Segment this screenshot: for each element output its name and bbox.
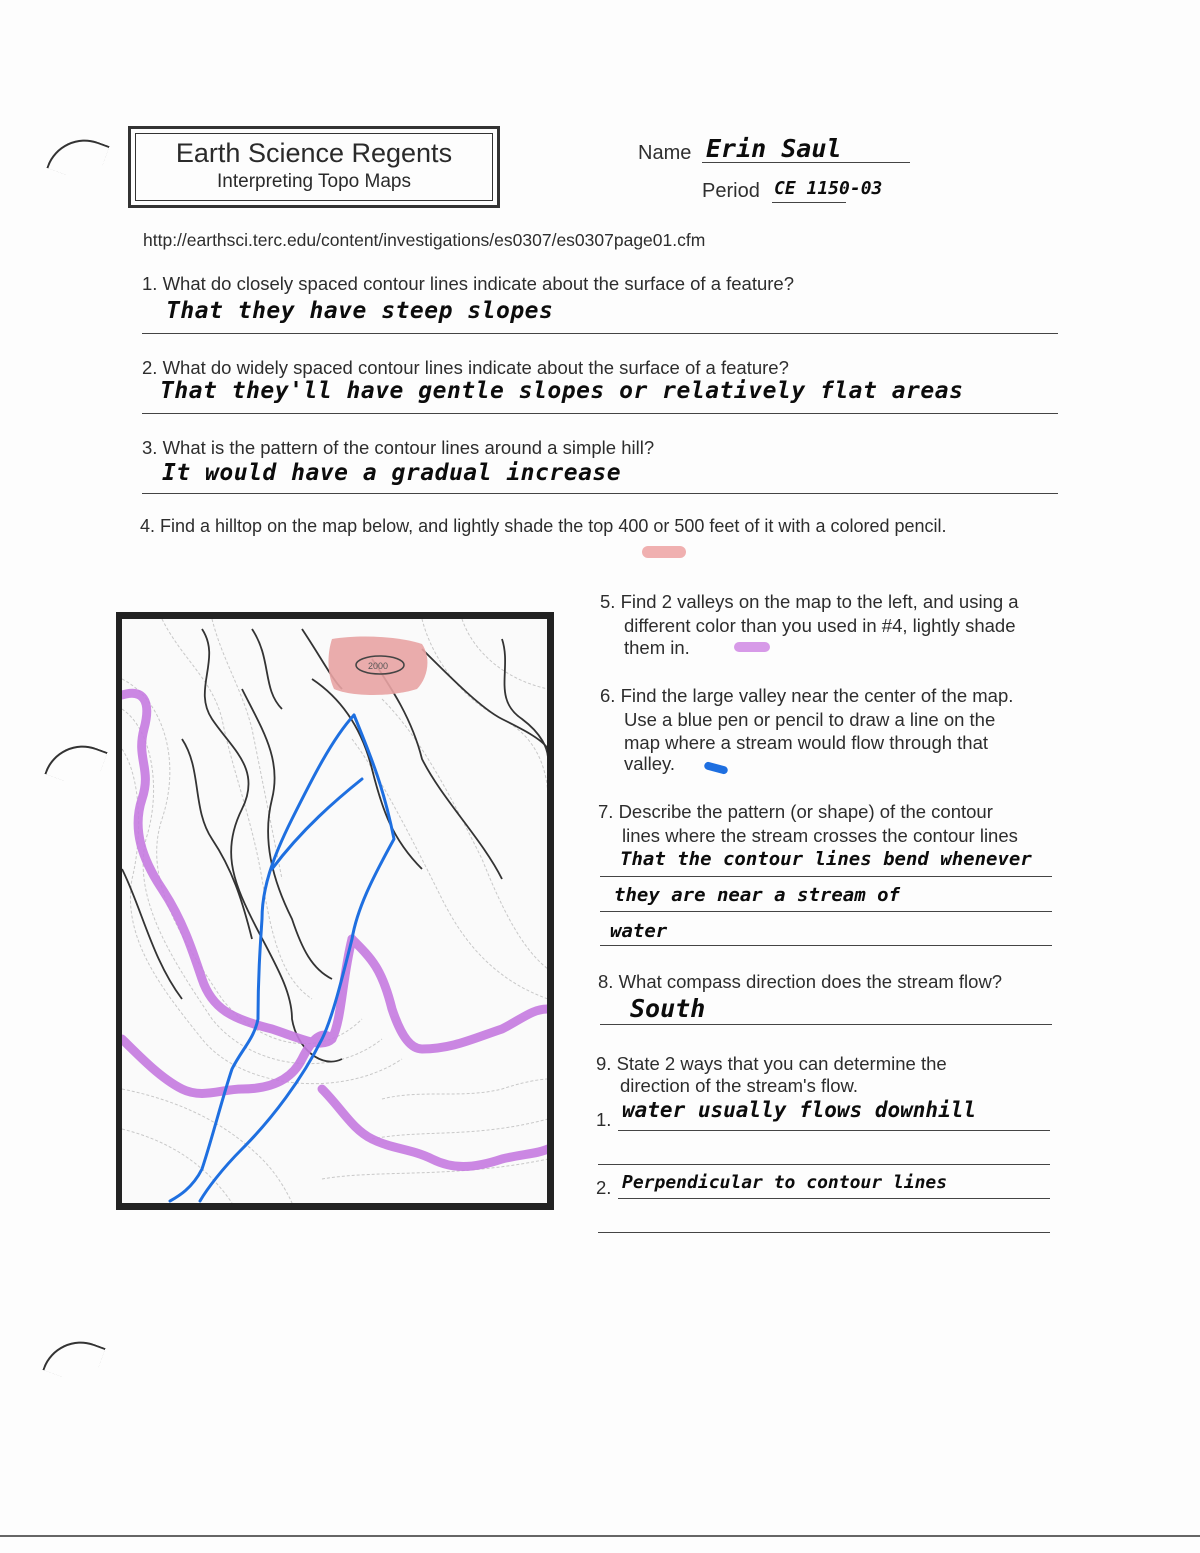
binder-hole (46, 128, 109, 185)
question-3: 3. What is the pattern of the contour lines around a simple hill? (142, 437, 655, 458)
question-7-line-2: lines where the stream crosses the contour lines (622, 825, 1018, 846)
answer-9-underline-2 (618, 1198, 1050, 1199)
answer-7-line-3[interactable]: water (610, 920, 668, 942)
answer-9-2[interactable]: Perpendicular to contour lines (622, 1172, 948, 1193)
question-8: 8. What compass direction does the stream flow? (598, 971, 1003, 992)
period-value[interactable]: CE 1150-03 (774, 178, 883, 199)
question-7-line-1: 7. Describe the pattern (or shape) of the contour (598, 801, 993, 822)
answer-7-underline-3 (600, 945, 1052, 946)
answer-3[interactable]: It would have a gradual increase (162, 460, 622, 486)
answer-9-underline-extra-1 (598, 1164, 1050, 1165)
question-1: 1. What do closely spaced contour lines indicate about the surface of a feature? (142, 273, 795, 294)
question-5-line-2: different color than you used in #4, lightly shade (624, 615, 1016, 636)
question-6-line-4: valley. (624, 753, 676, 774)
stream-color-swatch (703, 761, 728, 775)
answer-7-underline-2 (600, 911, 1052, 912)
answer-9-number-2: 2. (596, 1177, 612, 1198)
topo-map (116, 612, 554, 1210)
answer-3-line (142, 493, 1058, 494)
answer-8[interactable]: South (630, 994, 706, 1023)
name-value[interactable]: Erin Saul (706, 134, 842, 163)
answer-9-underline-extra-2 (598, 1232, 1050, 1233)
answer-1[interactable]: That they have steep slopes (166, 298, 554, 324)
question-9-line-1: 9. State 2 ways that you can determine the (596, 1053, 947, 1074)
question-6-line-3: map where a stream would flow through that (624, 732, 989, 753)
hilltop-color-swatch (642, 546, 686, 558)
question-5-line-3: them in. (624, 637, 690, 658)
answer-2-line (142, 413, 1058, 414)
answer-7-underline-1 (600, 876, 1052, 877)
question-5-line-1: 5. Find 2 valleys on the map to the left, and using a (600, 591, 1019, 612)
name-underline (702, 162, 910, 163)
binder-hole (44, 734, 107, 791)
answer-9-number-1: 1. (596, 1109, 612, 1130)
hilltop-elevation-label: 2000 (368, 661, 389, 671)
answer-7-line-1[interactable]: That the contour lines bend whenever (620, 848, 1032, 870)
answer-9-1[interactable]: water usually flows downhill (622, 1098, 977, 1122)
topo-map-drawing (122, 619, 548, 1203)
answer-2[interactable]: That they'll have gentle slopes or relatively flat areas (160, 378, 964, 404)
period-label: Period (702, 180, 760, 202)
question-6-line-2: Use a blue pen or pencil to draw a line on the (624, 709, 996, 730)
worksheet-subtitle: Interpreting Topo Maps (217, 171, 411, 192)
question-4: 4. Find a hilltop on the map below, and lightly shade the top 400 or 500 feet of it with a colored pencil. (140, 516, 947, 536)
answer-8-underline (600, 1024, 1052, 1025)
period-underline (772, 202, 846, 203)
title-box (128, 126, 500, 208)
valley-color-swatch (734, 642, 770, 652)
question-2: 2. What do widely spaced contour lines indicate about the surface of a feature? (142, 357, 789, 378)
binder-hole (42, 1330, 105, 1387)
page-edge-line (0, 1535, 1200, 1537)
answer-9-underline-1 (618, 1130, 1050, 1131)
question-6-line-1: 6. Find the large valley near the center of the map. (600, 685, 1014, 706)
answer-1-line (142, 333, 1058, 334)
reference-url: http://earthsci.terc.edu/content/investigations/es0307/es0307page01.cfm (143, 230, 706, 250)
name-label: Name (638, 142, 692, 164)
answer-7-line-2[interactable]: they are near a stream of (614, 884, 900, 906)
question-9-line-2: direction of the stream's flow. (620, 1075, 858, 1096)
worksheet-title: Earth Science Regents (175, 138, 453, 168)
